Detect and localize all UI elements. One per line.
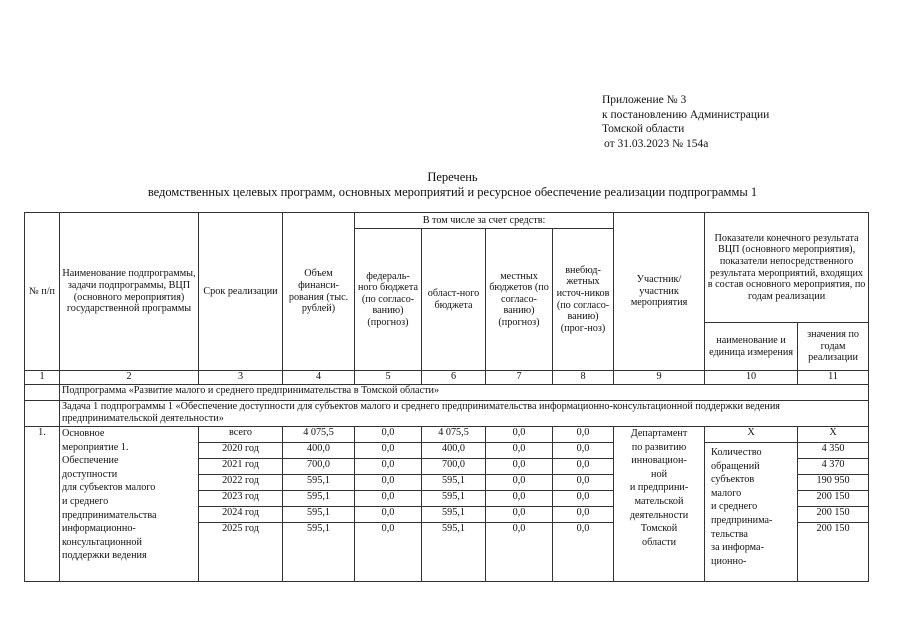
header-local: местных бюджетов (по согласо-ванию) (прогноз) [486,229,553,371]
term-cell: 2022 год [199,475,283,491]
federal-cell: 0,0 [355,443,422,459]
activity-name [60,427,199,582]
extra-cell: 0,0 [553,475,614,491]
federal-cell: 0,0 [355,459,422,475]
column-number: 1 [25,371,60,385]
text-line: и предприни- [629,482,689,494]
header-num: № п/п [25,213,60,371]
header-indicator-values: значения по годам реализации [798,323,869,371]
local-cell: 0,0 [486,507,553,523]
task-row [25,401,869,427]
federal-cell: 0,0 [355,475,422,491]
term-cell: 2023 год [199,491,283,507]
extra-cell: 0,0 [553,427,614,443]
text-line: тельства [711,528,748,540]
header-extra: внебюд-жетных источ-ников (по согласо-ванию) (прог-ноз) [553,229,614,371]
local-cell: 0,0 [486,427,553,443]
header-participant: Участник/ участник мероприятия [614,213,705,371]
text-line: Обеспечение [62,455,119,467]
text-line: инновацион- [631,455,687,467]
column-number-row [25,371,869,385]
column-number: 3 [199,371,283,385]
column-number: 10 [705,371,798,385]
text-line: и среднего [711,501,758,513]
text-line: предпринимательства [62,509,157,521]
column-number: 9 [614,371,705,385]
federal-cell: 0,0 [355,523,422,539]
extra-cell: 0,0 [553,491,614,507]
appendix-line: Томской области [602,123,685,135]
federal-cell: 0,0 [355,507,422,523]
local-cell: 0,0 [486,475,553,491]
column-number: 7 [486,371,553,385]
activity-number: 1. [25,427,60,582]
volume-cell: 595,1 [283,523,355,539]
header-term: Срок реализации [199,213,283,371]
appendix-line: к постановлению Администрации [602,108,770,121]
text-line: Департамент [630,428,688,439]
header-volume: Объем финанси-рования (тыс. рублей) [283,213,355,371]
term-cell: всего [199,427,283,443]
regional-cell: 4 075,5 [422,427,486,443]
federal-cell: 0,0 [355,491,422,507]
indicator-value-cell: 190 950 [798,475,869,491]
column-number: 8 [553,371,614,385]
header-sources-group: В том числе за счет средств: [355,213,614,229]
indicator-x-cell: Х [798,427,869,443]
local-cell: 0,0 [486,491,553,507]
text-line: субъектов [711,474,755,486]
extra-cell: 0,0 [553,459,614,475]
text-line: информационно- [62,523,136,535]
volume-cell: 595,1 [283,475,355,491]
indicator-value-cell: 4 350 [798,443,869,459]
appendix-line: от 31.03.2023 № 154а [604,137,709,150]
regional-cell: 595,1 [422,475,486,491]
text-line: мероприятие 1. [62,441,129,453]
program-table [24,212,869,582]
document-title: Перечень [427,170,478,184]
regional-cell: 595,1 [422,523,486,539]
extra-cell: 0,0 [553,523,614,539]
indicator-value-cell: 200 150 [798,507,869,523]
appendix-line: Приложение № 3 [602,94,687,106]
local-cell: 0,0 [486,459,553,475]
indicator-value-cell: 200 150 [798,491,869,507]
document-subtitle: ведомственных целевых программ, основных мероприятий и ресурсное обеспечение реализации подпрограммы 1 [147,185,758,199]
column-number: 5 [355,371,422,385]
text-line: предпринима- [711,514,773,526]
volume-cell: 595,1 [283,491,355,507]
extra-cell: 0,0 [553,507,614,523]
text-line: поддержки ведения [62,550,147,562]
term-cell: 2024 год [199,507,283,523]
volume-cell: 700,0 [283,459,355,475]
column-number: 6 [422,371,486,385]
header-indicators: Показатели конечного результата ВЦП (основного мероприятия), показатели непосредственного результата мероприятий, входящих в состав основного мероприятия, по годам реализации [705,213,869,323]
indicator-value-cell: 200 150 [798,523,869,539]
text-line: Томской [640,523,678,535]
indicator-value-cell: 4 370 [798,459,869,475]
text-line: обращений [711,460,760,472]
subprogram-title: Подпрограмма «Развитие малого и среднего предпринимательства в Томской области» [60,385,869,401]
regional-cell: 595,1 [422,491,486,507]
volume-cell: 400,0 [283,443,355,459]
term-cell: 2021 год [199,459,283,475]
column-number: 11 [798,371,869,385]
volume-cell: 595,1 [283,507,355,523]
appendix-block [602,93,769,151]
volume-cell: 4 075,5 [283,427,355,443]
text-line: по развитию [631,441,687,453]
text-line: и среднего [62,495,109,507]
indicator-name [705,443,798,582]
term-cell: 2025 год [199,523,283,539]
regional-cell: 595,1 [422,507,486,523]
extra-cell: 0,0 [553,443,614,459]
local-cell: 0,0 [486,443,553,459]
header-name: Наименование подпрограммы, задачи подпрограммы, ВЦП (основного мероприятия) государственной программы [60,213,199,371]
header-federal: федераль-ного бюджета (по согласо-ванию) (прогноз) [355,229,422,371]
text-line: малого [711,487,742,499]
text-line: доступности [62,468,118,480]
text-line: за информа- [711,542,764,554]
term-cell: 2020 год [199,443,283,459]
text-line: деятельности [629,509,689,521]
indicator-x-cell: Х [705,427,798,443]
text-line: Количество [711,447,762,458]
regional-cell: 700,0 [422,459,486,475]
regional-cell: 400,0 [422,443,486,459]
task-title: Задача 1 подпрограммы 1 «Обеспечение доступности для субъектов малого и среднего предпринимательства информационно-консультационной поддержки ведения предпринимательской деятельности» [60,401,869,427]
activity-participant [614,427,705,582]
text-line: для субъектов малого [62,482,156,494]
text-line: ционно- [711,555,747,567]
header-indicator-name: наименование и единица измерения [705,323,798,371]
text-line: консультационной [62,536,142,548]
text-line: области [642,536,677,548]
local-cell: 0,0 [486,523,553,539]
text-line: ной [651,468,668,480]
text-line: мательской [634,495,684,507]
column-number: 4 [283,371,355,385]
text-line: Основное [62,428,105,439]
column-number: 2 [60,371,199,385]
table-row [25,427,869,443]
header-regional: област-ного бюджета [422,229,486,371]
federal-cell: 0,0 [355,427,422,443]
subprogram-row [25,385,869,401]
